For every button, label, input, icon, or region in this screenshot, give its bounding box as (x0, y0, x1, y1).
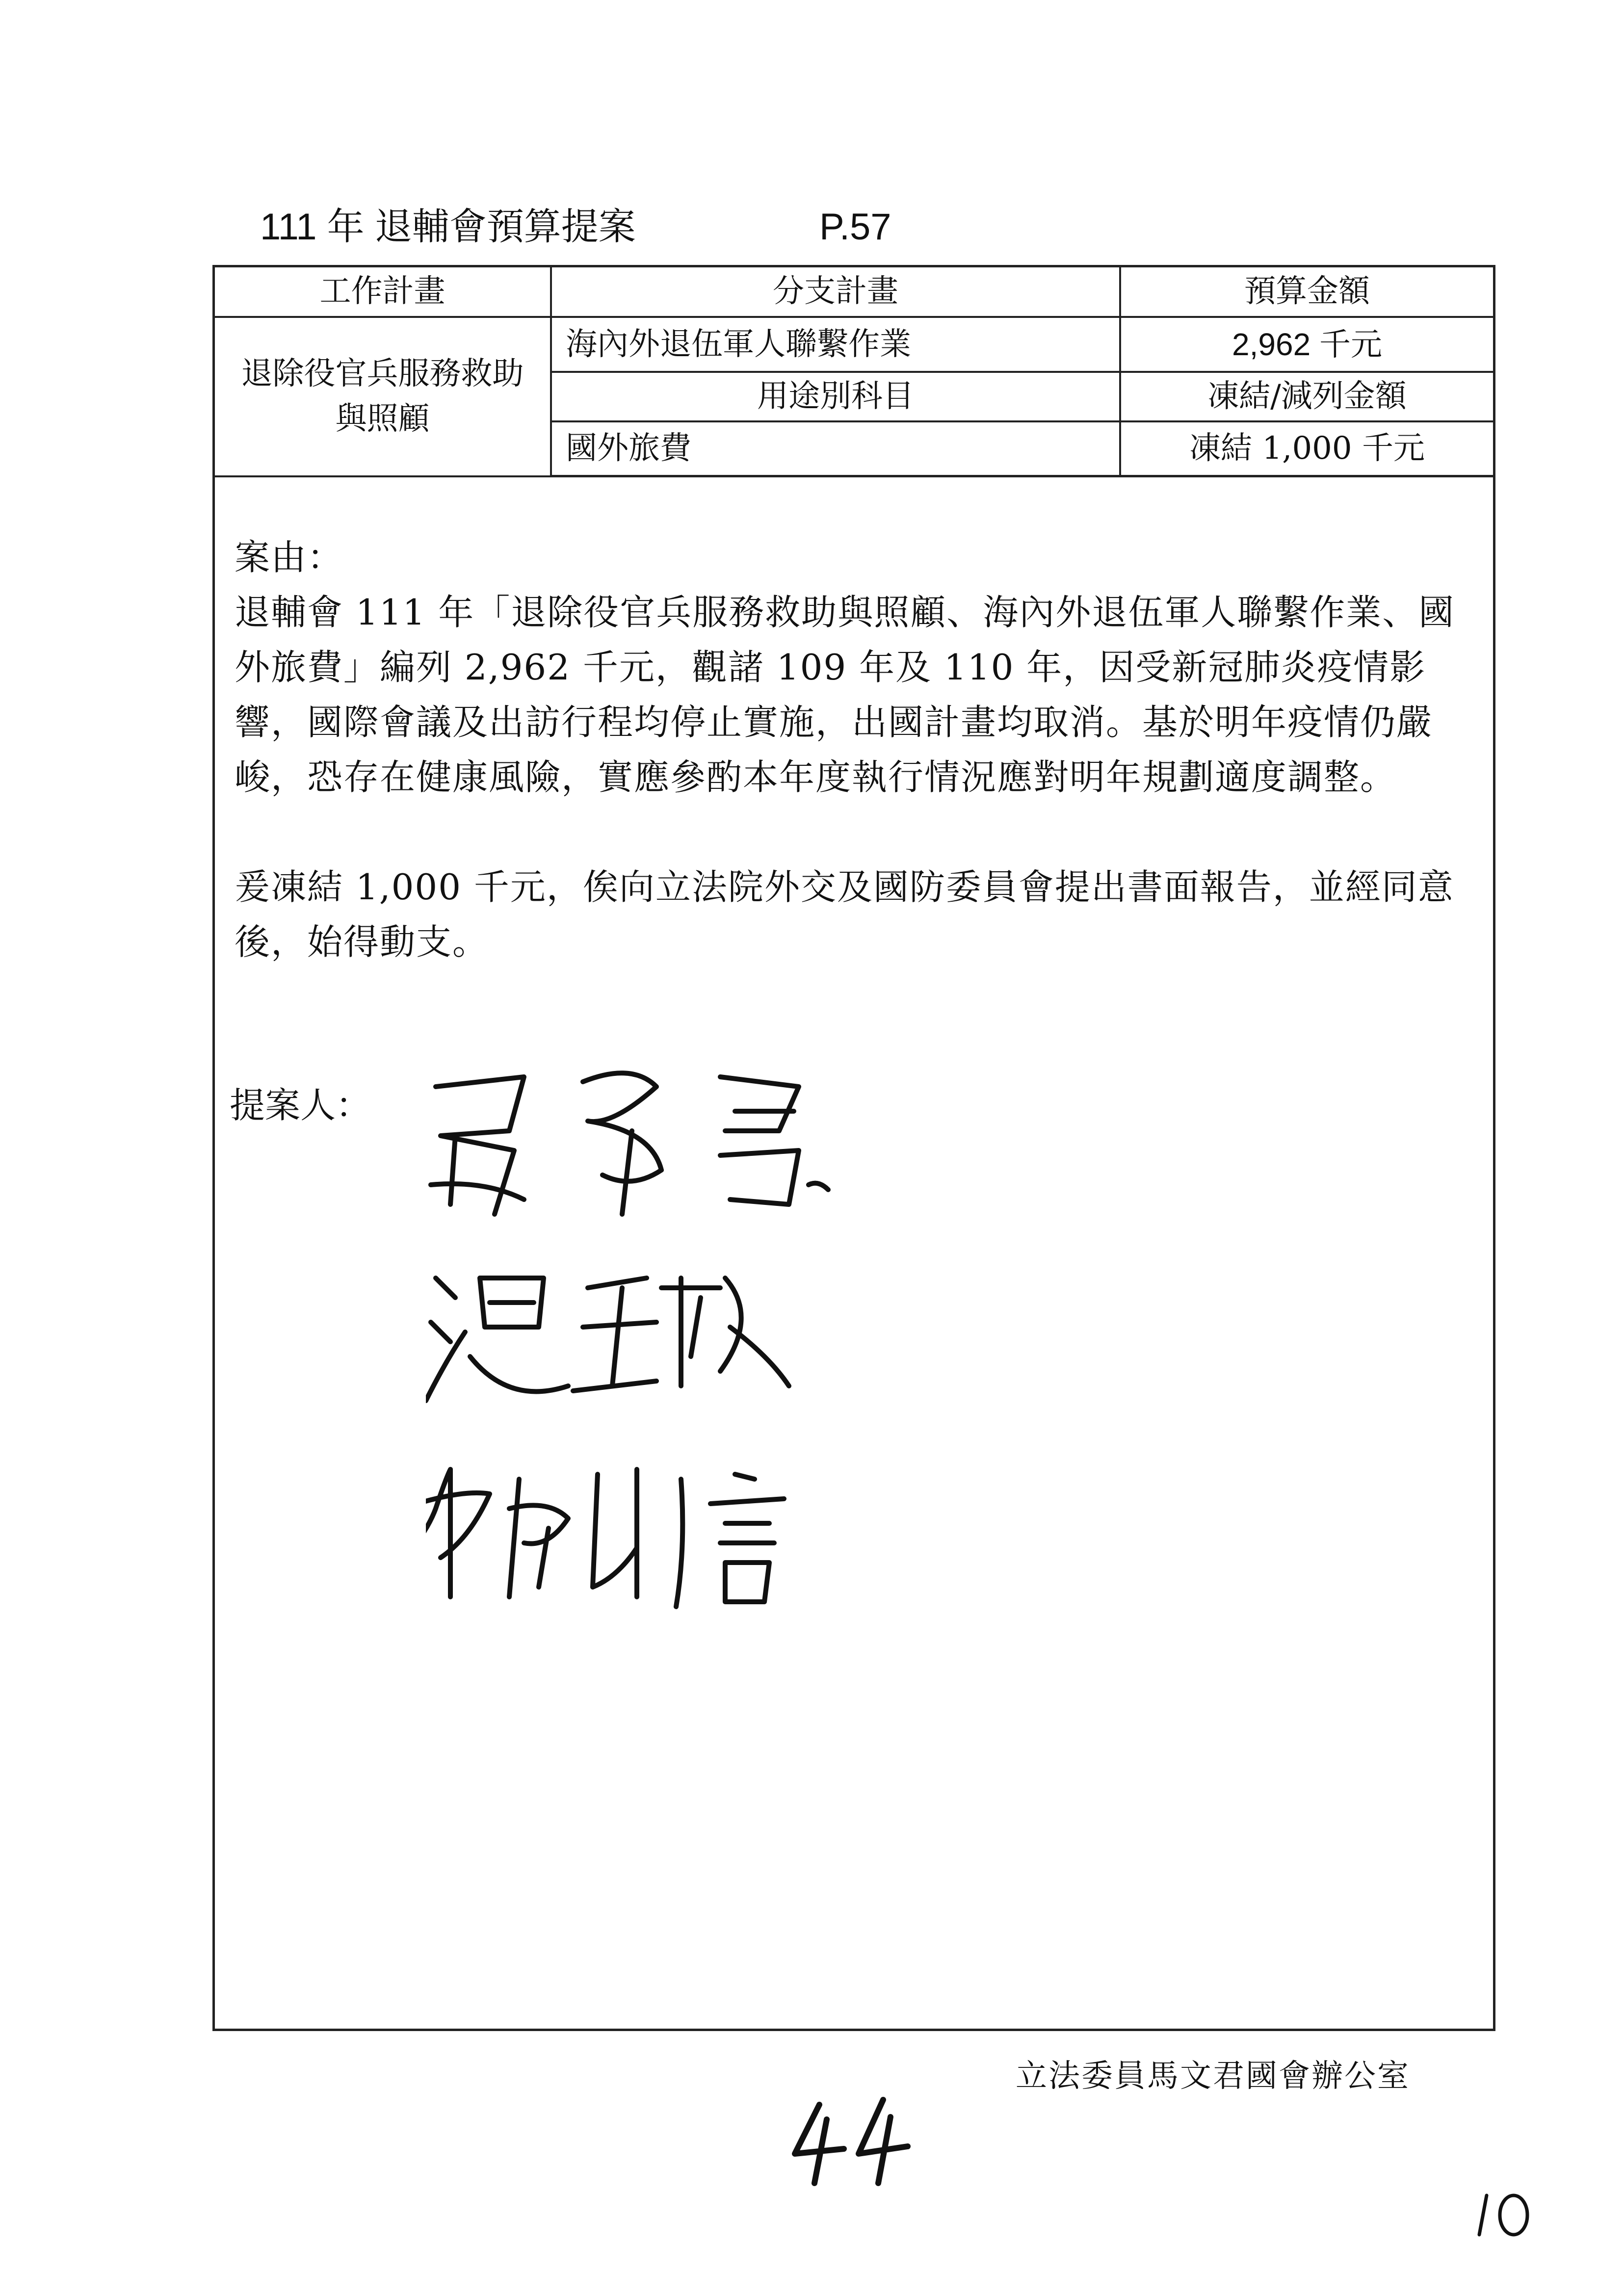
proposal-frame (212, 265, 1495, 2031)
office-name: 立法委員馬文君國會辦公室 (1016, 2058, 1410, 2094)
branch-plan-cell: 海內外退伍軍人聯繫作業 (551, 317, 1120, 371)
decision-text: 爰凍結 1,000 千元，俟向立法院外交及國防委員會提出書面報告，並經同意後，始得動支。 (235, 866, 1454, 963)
signatures (426, 1057, 1113, 1646)
purpose-header: 用途別科目 (551, 372, 1120, 421)
work-plan-header: 工作計畫 (215, 267, 551, 317)
proposal-title: 111 年 退輔會預算提案 (260, 206, 636, 248)
signature-2 (426, 1278, 789, 1401)
proposer-label: 提案人： (230, 1085, 371, 1126)
proposal-body (235, 530, 1476, 969)
budget-amount-cell: 2,962 千元 (1120, 317, 1493, 371)
reason-text: 退輔會 111 年「退除役官兵服務救助與照顧、海內外退伍軍人聯繫作業、國外旅費」編列 2,962 千元，觀諸 109 年及 110 年，因受新冠肺炎疫情影響，國際會議及出訪行程均停止實施，出國計畫均取消。基於明年疫情仍嚴峻，恐存在健康風險，實應參酌本年度執行情況應對明年規劃適度調整。 (235, 592, 1455, 798)
handwritten-number (785, 2090, 913, 2188)
purpose-cell: 國外旅費 (551, 421, 1120, 476)
branch-plan-header: 分支計畫 (551, 267, 1120, 317)
freeze-amount-cell: 凍結 1,000 千元 (1120, 421, 1493, 476)
work-plan-cell: 退除役官兵服務救助與照顧 (215, 317, 551, 476)
freeze-header: 凍結/減列金額 (1120, 372, 1493, 421)
reason-label: 案由： (235, 537, 344, 578)
budget-amount-header: 預算金額 (1120, 267, 1493, 317)
document-header (260, 206, 891, 248)
handwritten-page-number (1472, 2186, 1536, 2240)
budget-table (215, 267, 1493, 477)
page-reference: P.57 (819, 206, 891, 248)
signature-3 (426, 1469, 784, 1607)
signature-1 (431, 1073, 828, 1214)
